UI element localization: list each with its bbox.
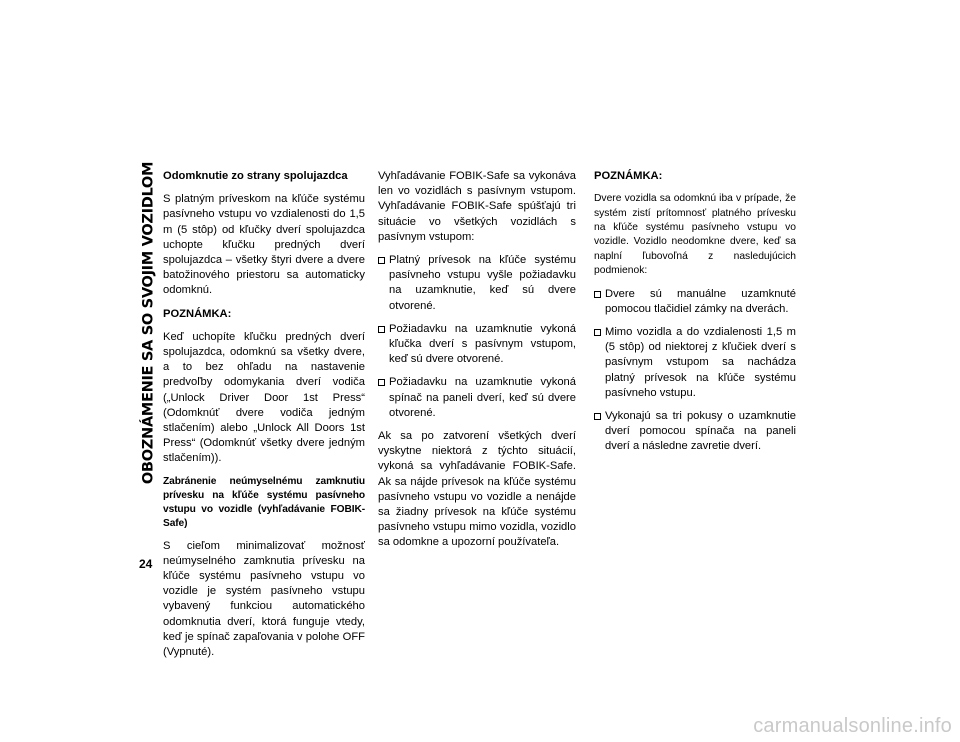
checkbox-bullet-icon <box>378 257 385 264</box>
note-title: POZNÁMKA: <box>594 170 663 182</box>
list-item-text: Platný prívesok na kľúče systému pasívneho vstupu vyšle požiadavku na uzamknutie, keď sú dvere otvorené. <box>389 254 576 312</box>
note-text: Dvere vozidla sa odomknú iba v prípade, že systém zistí prítomnosť platného prívesku na kľúče systému pasívneho vstupu vo vozidle. Vozidlo neodomkne dvere, keď sa naplní ľubovoľná z nasledujúcich podmienok: <box>594 193 796 277</box>
list-item-text: Dvere sú manuálne uzamknuté pomocou tlačidiel zámky na dverách. <box>605 287 796 315</box>
checkbox-bullet-icon <box>594 413 601 420</box>
list-item <box>378 375 576 421</box>
chapter-side-title <box>137 163 159 483</box>
column-1 <box>163 169 365 668</box>
paragraph: Ak sa po zatvorení všetkých dverí vyskytne niektorá z týchto situácií, vykoná sa vyhľadávanie FOBIK-Safe. Ak sa nájde prívesok na kľúče systému pasívneho vstupu vo vozidle a nenájde sa žiadny prívesok na kľúče systému pasívneho vstupu mimo vozidla, vozidlo sa odomkne a upozorní používateľa. <box>378 430 576 549</box>
list-item <box>594 325 796 401</box>
list-item <box>594 287 796 317</box>
checkbox-bullet-icon <box>378 379 385 386</box>
page-number: 24 <box>139 557 153 571</box>
note-title: POZNÁMKA: <box>163 307 232 320</box>
list-item-text: Požiadavku na uzamknutie vykoná spínač na paneli dverí, keď sú dvere otvorené. <box>389 376 576 419</box>
checkbox-bullet-icon <box>378 326 385 333</box>
list-item-text: Požiadavku na uzamknutie vykoná kľučka dverí s pasívnym vstupom, keď sú dvere otvorené. <box>389 322 576 366</box>
column-3 <box>594 169 796 463</box>
chapter-title-text: OBOZNÁMENIE SA SO SVOJIM VOZIDLOM <box>139 161 157 485</box>
checkbox-bullet-icon <box>594 291 601 298</box>
list-item <box>594 409 796 455</box>
column-2 <box>378 169 576 559</box>
note-text: Keď uchopíte kľučku predných dverí spolujazdca, odomknú sa všetky dvere, a to bez ohľadu na nastavenie predvoľby odomykania dverí vodiča („Unlock Driver Door 1st Press“ (Odomknúť dvere vodiča jedným stlačením) alebo „Unlock All Doors 1st Press“ (Odomknúť všetky dvere jedným stlačením)). <box>163 330 365 465</box>
paragraph: Vyhľadávanie FOBIK-Safe sa vykonáva len vo vozidlách s pasívnym vstupom. Vyhľadávanie FOBIK-Safe spúšťajú tri situácie vo všetkých vozidlách s pasívnym vstupom: <box>378 170 576 243</box>
bullet-list <box>594 287 796 455</box>
watermark: carmanualsonline.info <box>753 715 952 737</box>
bullet-list <box>378 253 576 421</box>
subsection-heading: Zabránenie neúmyselnému zamknutiu prívesku na kľúče systému pasívneho vstupu vo vozidle (vyhľadávanie FOBIK-Safe) <box>163 475 365 529</box>
list-item <box>378 253 576 314</box>
section-heading: Odomknutie zo strany spolujazdca <box>163 170 348 182</box>
paragraph: S cieľom minimalizovať možnosť neúmyselného zamknutia prívesku na kľúče systému pasívneho vstupu vo vozidle je systém pasívneho vstupu vybavený funkciou automatického odomknutia dverí, ktorá funguje vtedy, keď je spínač zapaľovania v polohe OFF (Vypnuté). <box>163 539 365 659</box>
list-item-text: Mimo vozidla a do vzdialenosti 1,5 m (5 stôp) od niektorej z kľučiek dverí s pasívnym vstupom sa nachádza platný prívesok na kľúče systému pasívneho vstupu. <box>605 326 796 399</box>
list-item-text: Vykonajú sa tri pokusy o uzamknutie dverí pomocou spínača na paneli dverí a následne zavretie dverí. <box>605 410 796 453</box>
list-item <box>378 322 576 368</box>
paragraph: S platným príveskom na kľúče systému pasívneho vstupu vo vzdialenosti do 1,5 m (5 stôp) od kľučky dverí spolujazdca uchopte kľučku predných dverí spolujazdca – všetky štyri dvere a dvere batožinového priestoru sa automaticky odomknú. <box>163 193 365 297</box>
checkbox-bullet-icon <box>594 329 601 336</box>
